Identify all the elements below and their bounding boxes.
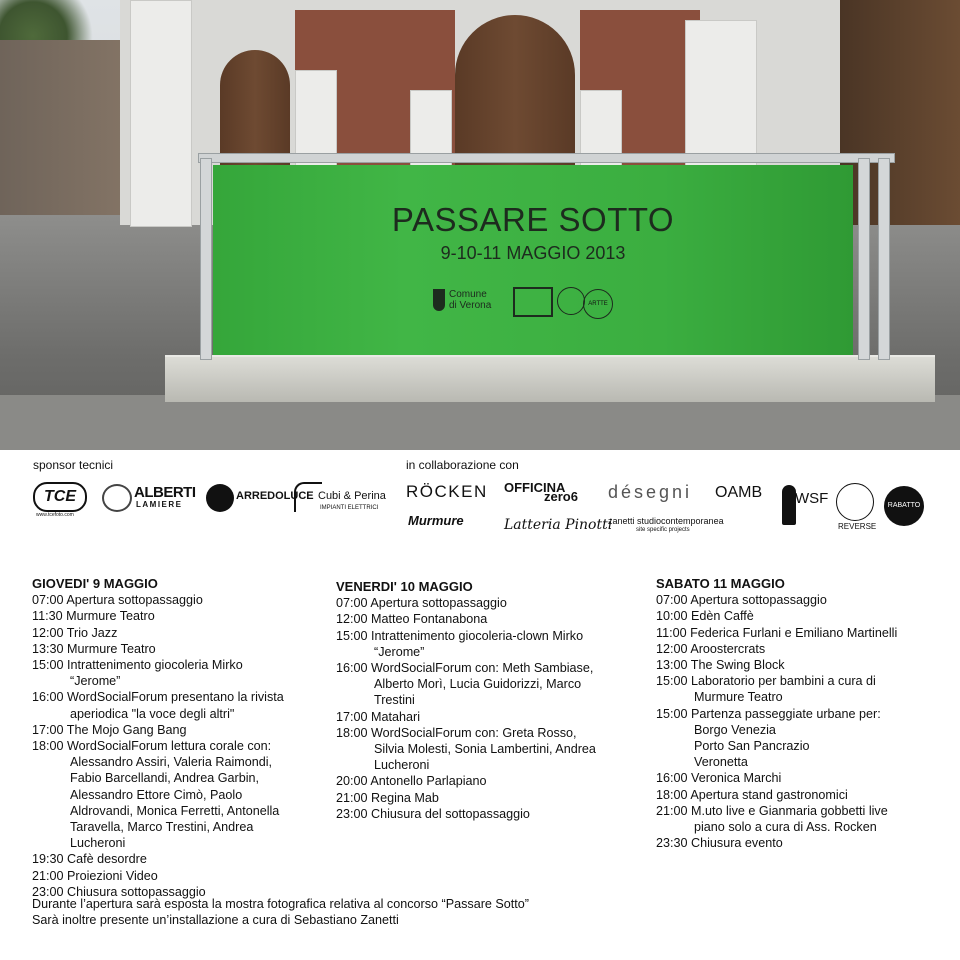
- comune-verona-logo: [433, 289, 491, 311]
- wsf-logo: WSF: [795, 490, 829, 507]
- schedule-line: 17:00 Matahari: [336, 709, 421, 724]
- cubi-logo: Cubi & Perina: [318, 490, 386, 502]
- footer-line-1: Durante l’apertura sarà esposta la mostra fotografica relativa al concorso “Passare Sotto”: [32, 897, 529, 911]
- schedule-line: aperiodica "la voce degli altri": [70, 706, 235, 721]
- schedule-line: 21:00 M.uto live e Gianmaria gobbetti live: [656, 803, 888, 818]
- schedule-line: 13:00 The Swing Block: [656, 658, 785, 673]
- arredoluce-icon: [206, 484, 234, 512]
- desegni-logo: désegni: [608, 482, 693, 502]
- circle-logo: [557, 287, 585, 315]
- left-wall: [0, 40, 135, 215]
- schedule-line: 15:00 Intrattenimento giocoleria Mirko: [32, 658, 243, 673]
- banner-dates: 9-10-11 MAGGIO 2013: [440, 243, 626, 263]
- schedule-line: Taravella, Marco Trestini, Andrea: [70, 820, 254, 835]
- tce-url: www.tcefoto.com: [36, 512, 74, 518]
- schedule-line: Aldrovandi, Monica Ferretti, Antonella: [70, 803, 280, 818]
- schedule-line: 07:00 Apertura sottopassaggio: [336, 596, 507, 611]
- zanetti-sub: site specific projects: [636, 527, 690, 533]
- cubi-sub: IMPIANTI ELETTRICI: [320, 505, 379, 511]
- schedule-line: 19:30 Cafè desordre: [32, 852, 147, 867]
- schedule-line: 11:00 Federica Furlani e Emiliano Martinelli: [656, 625, 898, 640]
- schedule-line: 12:00 Aroostercrats: [656, 641, 766, 656]
- schedule-line: Alessandro Assiri, Valeria Raimondi,: [70, 755, 273, 770]
- schedule-line: 21:00 Proiezioni Video: [32, 868, 158, 883]
- stone-base: [165, 355, 935, 402]
- footer-notes: [32, 896, 529, 928]
- murmure-logo: Murmure: [408, 513, 464, 528]
- reverse-logo: REVERSE: [838, 522, 877, 531]
- schedule-line: 23:00 Chiusura sottopassaggio: [32, 884, 206, 899]
- schedule-day-2: [336, 579, 596, 822]
- schedule-line: 12:00 Matteo Fontanabona: [336, 612, 488, 627]
- schedule-line: 07:00 Apertura sottopassaggio: [656, 593, 827, 608]
- day-title: VENERDI' 10 MAGGIO: [336, 579, 473, 594]
- block-logo: [513, 287, 553, 317]
- schedule-line: Borgo Venezia: [694, 722, 776, 737]
- schedule-line: Alberto Morì, Lucia Guidorizzi, Marco: [374, 677, 582, 692]
- latteria-logo: Latteria Pinotti: [504, 517, 613, 533]
- verona-text: di Verona: [449, 300, 492, 311]
- footer-line-2: Sarà inoltre presente un’installazione a cura di Sebastiano Zanetti: [32, 913, 399, 928]
- schedule-line: “Jerome”: [70, 674, 121, 689]
- schedule-line: 20:00 Antonello Parlapiano: [336, 774, 487, 789]
- day-title: SABATO 11 MAGGIO: [656, 576, 785, 591]
- schedule-line: Porto San Pancrazio: [694, 739, 810, 754]
- alberti-logo: ALBERTI: [134, 484, 196, 501]
- schedule-line: 12:00 Trio Jazz: [32, 625, 118, 640]
- schedule-line: Lucheroni: [374, 758, 430, 773]
- schedule-line: Fabio Barcellandi, Andrea Garbin,: [70, 771, 260, 786]
- collab-label: in collaborazione con: [406, 458, 519, 472]
- sponsor-tecnici-label: sponsor tecnici: [33, 458, 114, 472]
- schedule-line: 15:00 Intrattenimento giocoleria-clown Mirko: [336, 628, 584, 643]
- schedule-line: piano solo a cura di Ass. Rocken: [694, 820, 877, 835]
- event-photo: [0, 0, 960, 450]
- comune-text: Comune: [449, 289, 487, 300]
- dancer-icon: [782, 485, 796, 525]
- officina-logo: OFFICINA: [504, 480, 566, 495]
- schedule-line: 18:00 WordSocialForum con: Greta Rosso,: [336, 725, 577, 740]
- schedule-line: 13:30 Murmure Teatro: [32, 641, 156, 656]
- schedule-line: Alessandro Ettore Cimò, Paolo: [70, 787, 243, 802]
- shield-icon: [433, 289, 445, 311]
- schedule-line: 18:00 Apertura stand gastronomici: [656, 787, 848, 802]
- artte-logo: ARTTE: [583, 289, 613, 319]
- green-banner: [213, 165, 853, 355]
- railing-post: [858, 158, 870, 360]
- schedule-line: 17:00 The Mojo Gang Bang: [32, 722, 187, 737]
- schedule-line: 15:00 Laboratorio per bambini a cura di: [656, 674, 876, 689]
- reverse-icon: [836, 483, 874, 521]
- schedule-line: 21:00 Regina Mab: [336, 790, 439, 805]
- banner-logos: [433, 287, 653, 327]
- oamb-logo: OAMB: [715, 484, 763, 501]
- sidewalk: [0, 395, 960, 450]
- schedule-line: Murmure Teatro: [694, 690, 783, 705]
- arredoluce-logo: ARREDOLUCE: [236, 490, 314, 502]
- zero6-logo: zero6: [544, 489, 578, 504]
- schedule-line: 16:00 WordSocialForum presentano la rivista: [32, 690, 284, 705]
- schedule-line: 16:00 Veronica Marchi: [656, 771, 782, 786]
- schedule-line: 07:00 Apertura sottopassaggio: [32, 593, 203, 608]
- schedule-line: 16:00 WordSocialForum con: Meth Sambiase,: [336, 661, 594, 676]
- schedule-line: 23:00 Chiusura del sottopassaggio: [336, 806, 530, 821]
- schedule-line: Lucheroni: [70, 836, 126, 851]
- zanetti-logo: zanetti studiocontemporanea: [608, 516, 724, 526]
- rabatto-logo: RABATTO: [884, 486, 924, 526]
- lamiere-logo: LAMIERE: [136, 500, 183, 509]
- schedule-line: “Jerome”: [374, 644, 425, 659]
- schedule-day-3: [656, 576, 897, 851]
- schedule-line: 18:00 WordSocialForum lettura corale con:: [32, 739, 272, 754]
- schedule-line: Silvia Molesti, Sonia Lambertini, Andrea: [374, 742, 596, 757]
- schedule-line: 11:30 Murmure Teatro: [32, 609, 155, 624]
- railing-post: [200, 158, 212, 360]
- railing: [198, 153, 895, 163]
- schedule-line: 10:00 Edèn Caffè: [656, 609, 754, 624]
- schedule-line: Trestini: [374, 693, 415, 708]
- rocken-logo: RÖCKEN: [406, 482, 488, 501]
- day-title: GIOVEDI' 9 MAGGIO: [32, 576, 158, 591]
- alberti-icon: [102, 484, 132, 512]
- schedule-line: Veronetta: [694, 755, 748, 770]
- schedule-line: 23:30 Chiusura evento: [656, 836, 783, 851]
- schedule-line: 15:00 Partenza passeggiate urbane per:: [656, 706, 881, 721]
- schedule-day-1: [32, 576, 284, 900]
- railing-post: [878, 158, 890, 360]
- banner-title: PASSARE SOTTO: [391, 201, 675, 238]
- tce-logo: TCE: [33, 482, 87, 512]
